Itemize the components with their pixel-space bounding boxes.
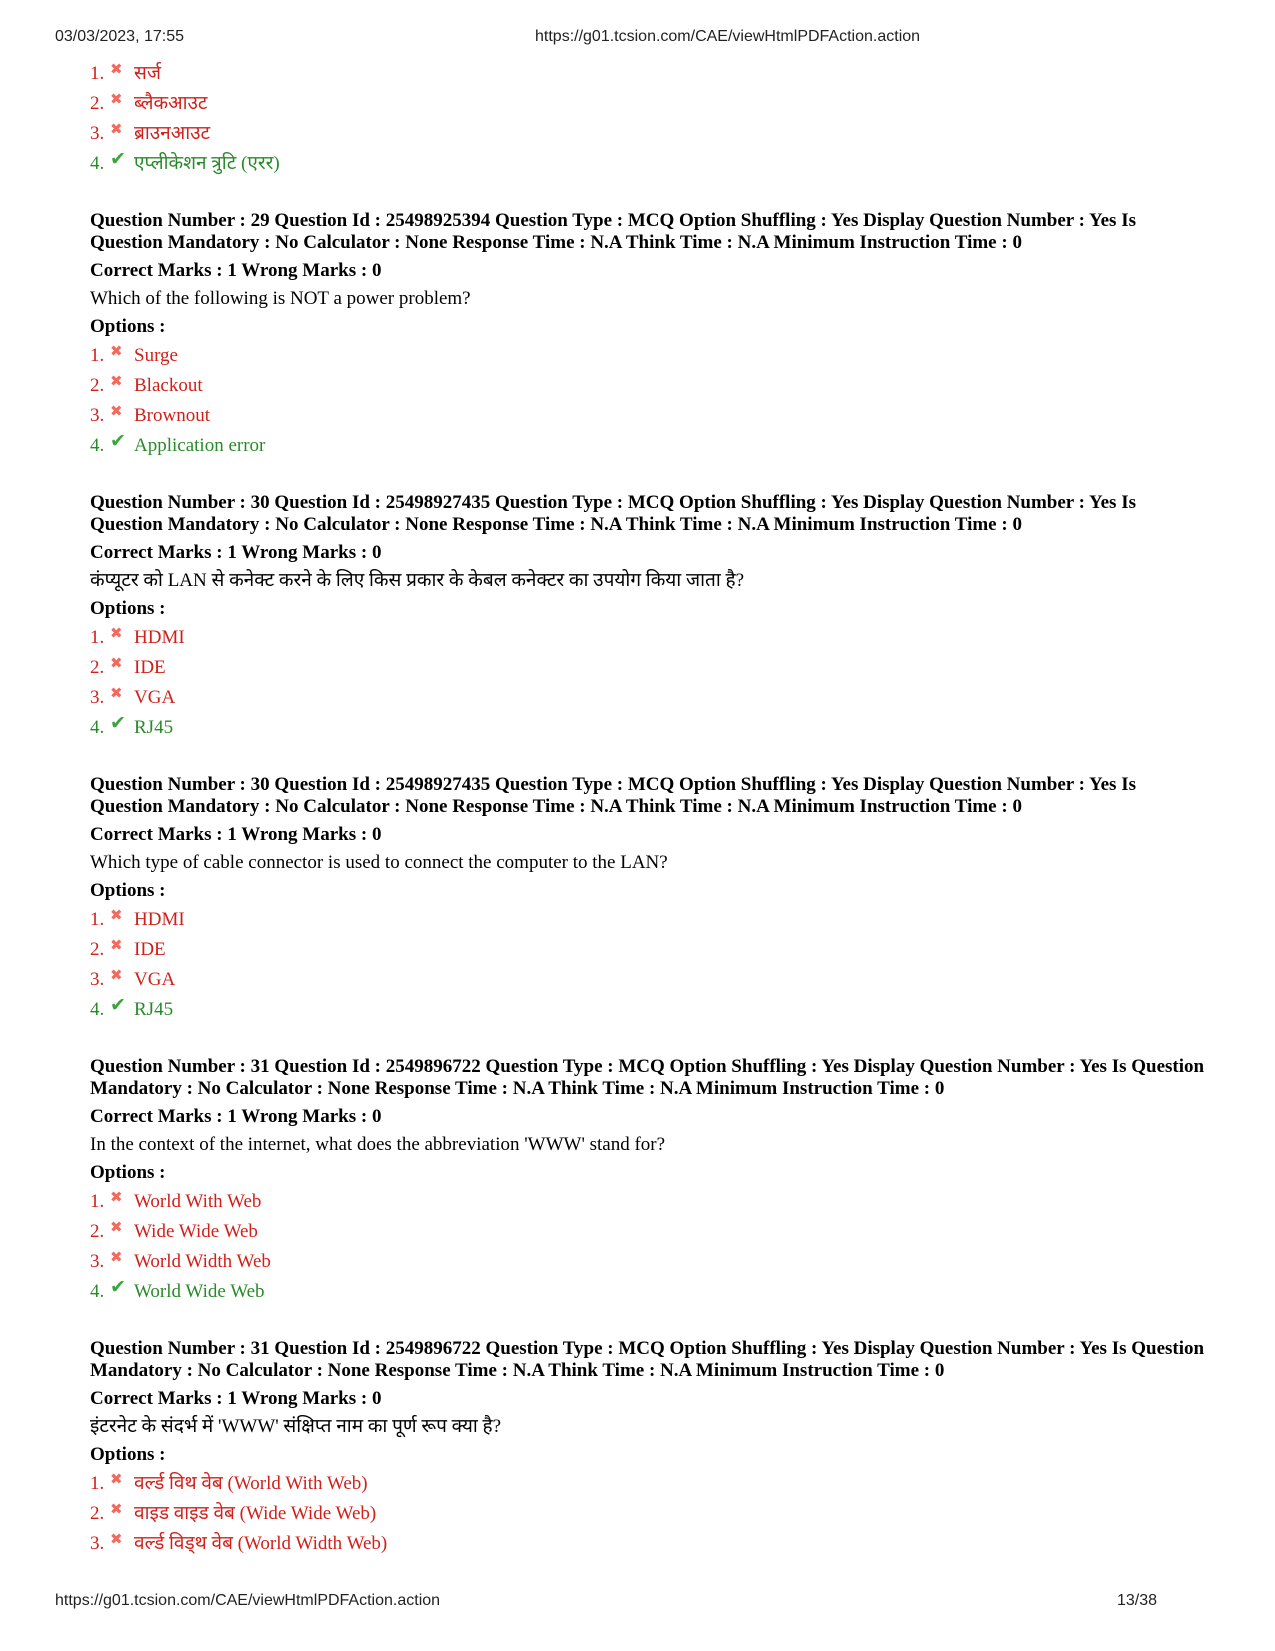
option-text: ब्लैकआउट: [134, 93, 208, 114]
question-marks: Correct Marks : 1 Wrong Marks : 0: [90, 542, 382, 563]
option-text: World Wide Web: [134, 1281, 265, 1302]
option-number: 3.: [90, 123, 105, 144]
cross-icon: ✖: [110, 122, 123, 138]
question-block: [90, 1338, 1210, 1559]
option-text: RJ45: [134, 717, 174, 738]
option-item: [90, 119, 1210, 149]
option-number: 1.: [90, 627, 105, 648]
option-number: 1.: [90, 909, 105, 930]
option-number: 1.: [90, 1191, 105, 1212]
option-number: 1.: [90, 1473, 105, 1494]
option-number: 1.: [90, 345, 105, 366]
option-number: 2.: [90, 93, 105, 114]
option-item: [90, 965, 1210, 995]
option-text: वाइड वाइड वेब (Wide Wide Web): [134, 1503, 377, 1524]
option-text: एप्लीकेशन त्रुटि (एरर): [134, 153, 280, 174]
question-meta: Question Number : 29 Question Id : 25498925394 Question Type : MCQ Option Shuffling : Yes Display Question Number : Yes Is Question Mandatory : No Calculator : None Response Time : N.A Think Time : N.A Minimum Instruction Time : 0: [90, 210, 1136, 253]
option-number: 4.: [90, 717, 105, 738]
question-text: Which type of cable connector is used to connect the computer to the LAN?: [90, 852, 668, 873]
cross-icon: ✖: [110, 1190, 123, 1206]
cross-icon: ✖: [110, 374, 123, 390]
option-item: [90, 89, 1210, 119]
question-block: [90, 1056, 1210, 1307]
question-meta: Question Number : 30 Question Id : 25498927435 Question Type : MCQ Option Shuffling : Yes Display Question Number : Yes Is Question Mandatory : No Calculator : None Response Time : N.A Think Time : N.A Minimum Instruction Time : 0: [90, 492, 1136, 535]
question-marks: Correct Marks : 1 Wrong Marks : 0: [90, 260, 382, 281]
options-list: [90, 1187, 1210, 1307]
options-list: [90, 623, 1210, 743]
option-item: [90, 401, 1210, 431]
option-item: [90, 371, 1210, 401]
cross-icon: ✖: [110, 656, 123, 672]
option-text: HDMI: [134, 909, 185, 930]
question-text: In the context of the internet, what does the abbreviation 'WWW' stand for?: [90, 1134, 666, 1155]
cross-icon: ✖: [110, 1532, 123, 1548]
cross-icon: ✖: [110, 92, 123, 108]
question-meta: Question Number : 31 Question Id : 2549896722 Question Type : MCQ Option Shuffling : Yes Display Question Number : Yes Is Question Mandatory : No Calculator : None Response Time : N.A Think Time : N.A Minimum Instruction Time : 0: [90, 1338, 1205, 1381]
cross-icon: ✖: [110, 344, 123, 360]
option-number: 2.: [90, 1503, 105, 1524]
question-meta: Question Number : 30 Question Id : 25498927435 Question Type : MCQ Option Shuffling : Yes Display Question Number : Yes Is Question Mandatory : No Calculator : None Response Time : N.A Think Time : N.A Minimum Instruction Time : 0: [90, 774, 1136, 817]
options-list: [90, 905, 1210, 1025]
question-block: [90, 492, 1210, 743]
option-number: 4.: [90, 435, 105, 456]
option-text: VGA: [134, 687, 176, 708]
option-item: [90, 1187, 1210, 1217]
options-label: Options :: [90, 1444, 166, 1465]
option-text: सर्ज: [134, 63, 161, 84]
option-item: [90, 431, 1210, 461]
option-text: Blackout: [134, 375, 203, 396]
cross-icon: ✖: [110, 938, 123, 954]
options-label: Options :: [90, 316, 166, 337]
print-datetime: 03/03/2023, 17:55: [55, 28, 185, 45]
question-block: [90, 774, 1210, 1025]
option-number: 4.: [90, 1281, 105, 1302]
page-number: 13/38: [1116, 1592, 1157, 1609]
question-marks: Correct Marks : 1 Wrong Marks : 0: [90, 824, 382, 845]
option-number: 3.: [90, 1251, 105, 1272]
option-number: 2.: [90, 375, 105, 396]
cross-icon: ✖: [110, 1250, 123, 1266]
cross-icon: ✖: [110, 62, 123, 78]
cross-icon: ✖: [110, 968, 123, 984]
cross-icon: ✖: [110, 908, 123, 924]
option-item: [90, 1499, 1210, 1529]
option-item: [90, 935, 1210, 965]
option-number: 4.: [90, 153, 105, 174]
option-number: 2.: [90, 939, 105, 960]
option-number: 3.: [90, 687, 105, 708]
option-text: IDE: [134, 939, 166, 960]
question-paper-content: [90, 59, 1210, 1559]
option-text: वर्ल्ड विथ वेब (World With Web): [134, 1473, 368, 1494]
option-text: HDMI: [134, 627, 185, 648]
cross-icon: ✖: [110, 1220, 123, 1236]
options-list: [90, 341, 1210, 461]
option-item: [90, 905, 1210, 935]
cross-icon: ✖: [110, 1502, 123, 1518]
check-icon: ✔: [110, 995, 126, 1016]
option-number: 2.: [90, 1221, 105, 1242]
option-number: 3.: [90, 405, 105, 426]
cross-icon: ✖: [110, 1472, 123, 1488]
option-item: [90, 713, 1210, 743]
question-text: Which of the following is NOT a power problem?: [90, 288, 471, 309]
question-text: कंप्यूटर को LAN से कनेक्ट करने के लिए किस प्रकार के केबल कनेक्टर का उपयोग किया जाता है?: [90, 570, 745, 591]
option-text: VGA: [134, 969, 176, 990]
check-icon: ✔: [110, 149, 126, 170]
check-icon: ✔: [110, 431, 126, 452]
cross-icon: ✖: [110, 626, 123, 642]
check-icon: ✔: [110, 1277, 126, 1298]
option-text: World With Web: [134, 1191, 262, 1212]
option-item: [90, 1469, 1210, 1499]
question-meta: Question Number : 31 Question Id : 2549896722 Question Type : MCQ Option Shuffling : Yes Display Question Number : Yes Is Question Mandatory : No Calculator : None Response Time : N.A Think Time : N.A Minimum Instruction Time : 0: [90, 1056, 1205, 1099]
cross-icon: ✖: [110, 404, 123, 420]
option-number: 3.: [90, 1533, 105, 1554]
option-item: [90, 341, 1210, 371]
question-block: [90, 210, 1210, 461]
options-label: Options :: [90, 598, 166, 619]
questions-container: [90, 210, 1210, 1559]
option-number: 4.: [90, 999, 105, 1020]
option-item: [90, 1217, 1210, 1247]
option-item: [90, 683, 1210, 713]
option-text: RJ45: [134, 999, 174, 1020]
question-text: इंटरनेट के संदर्भ में 'WWW' संक्षिप्त नाम का पूर्ण रूप क्या है?: [90, 1416, 502, 1437]
option-number: 2.: [90, 657, 105, 678]
options-label: Options :: [90, 1162, 166, 1183]
option-item: [90, 995, 1210, 1025]
cross-icon: ✖: [110, 686, 123, 702]
option-text: Surge: [134, 345, 178, 366]
option-text: वर्ल्ड विड्थ वेब (World Width Web): [134, 1533, 388, 1554]
option-item: [90, 623, 1210, 653]
option-item: [90, 59, 1210, 89]
question-marks: Correct Marks : 1 Wrong Marks : 0: [90, 1106, 382, 1127]
options-list: [90, 1469, 1210, 1559]
header-url: https://g01.tcsion.com/CAE/viewHtmlPDFAction.action: [535, 28, 921, 45]
option-item: [90, 1277, 1210, 1307]
option-text: Application error: [134, 435, 266, 456]
option-item: [90, 653, 1210, 683]
carryover-options-list: [90, 59, 1210, 179]
option-item: [90, 149, 1210, 179]
option-number: 3.: [90, 969, 105, 990]
option-item: [90, 1247, 1210, 1277]
option-text: ब्राउनआउट: [134, 123, 211, 144]
question-marks: Correct Marks : 1 Wrong Marks : 0: [90, 1388, 382, 1409]
option-text: Brownout: [134, 405, 210, 426]
option-number: 1.: [90, 63, 105, 84]
footer-url: https://g01.tcsion.com/CAE/viewHtmlPDFAction.action: [55, 1592, 441, 1609]
check-icon: ✔: [110, 713, 126, 734]
page-footer: [55, 1592, 1157, 1614]
page-header: [55, 28, 1213, 50]
option-text: World Width Web: [134, 1251, 271, 1272]
option-item: [90, 1529, 1210, 1559]
option-text: Wide Wide Web: [134, 1221, 258, 1242]
options-label: Options :: [90, 880, 166, 901]
option-text: IDE: [134, 657, 166, 678]
